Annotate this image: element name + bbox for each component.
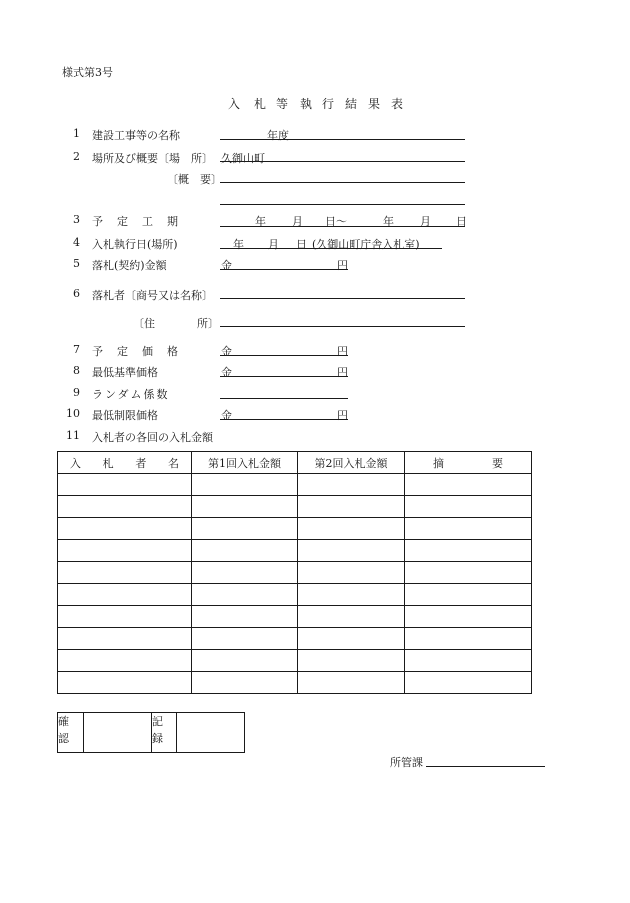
overview-field-line-2[interactable] — [220, 204, 465, 205]
random-coefficient-field[interactable] — [220, 398, 348, 399]
label-char: 予 — [92, 215, 103, 228]
header-char: 名 — [167, 456, 179, 470]
label-random-coefficient: ランダム係数 — [92, 388, 170, 401]
planned-price-field[interactable] — [220, 355, 348, 356]
first-bid-cell[interactable] — [192, 628, 298, 650]
second-bid-cell[interactable] — [298, 518, 405, 540]
label-char: 期 — [167, 215, 178, 228]
second-bid-cell[interactable] — [298, 628, 405, 650]
bid-amounts-table — [57, 451, 532, 694]
label-contract-amount: 落札(契約)金額 — [92, 259, 167, 272]
title-char: 表 — [391, 97, 404, 111]
header-char: 摘 — [433, 456, 444, 470]
header-char: 要 — [492, 456, 503, 470]
header-second-bid: 第2回入札金額 — [298, 452, 405, 474]
overview-field-line-1[interactable] — [220, 182, 465, 183]
label-char: 定 — [117, 345, 128, 358]
bidder-name-cell[interactable] — [58, 562, 192, 584]
title-char: 果 — [368, 97, 381, 111]
label-char: 予 — [92, 345, 103, 358]
bid-date-field[interactable] — [220, 248, 442, 249]
table-row — [58, 628, 532, 650]
table-row — [58, 474, 532, 496]
planned-price-yen: 円 — [337, 345, 348, 358]
header-remarks — [405, 452, 532, 474]
label-char: 価 — [142, 345, 153, 358]
label-bid-date: 入札執行日(場所) — [92, 238, 178, 251]
confirm-label — [58, 713, 84, 753]
approval-stamp-box — [57, 712, 245, 753]
first-bid-cell[interactable] — [192, 606, 298, 628]
period-end-year-label: 年 — [383, 215, 394, 228]
remarks-cell[interactable] — [405, 628, 532, 650]
confirm-stamp-cell[interactable] — [84, 713, 152, 753]
location-field[interactable] — [220, 161, 465, 162]
remarks-cell[interactable] — [405, 650, 532, 672]
bidder-name-cell[interactable] — [58, 628, 192, 650]
period-end-month-label: 月 — [420, 215, 431, 228]
remarks-cell[interactable] — [405, 606, 532, 628]
bidder-name-cell[interactable] — [58, 650, 192, 672]
bidder-name-cell[interactable] — [58, 540, 192, 562]
second-bid-cell[interactable] — [298, 650, 405, 672]
winner-address-field[interactable] — [220, 326, 465, 327]
label-char: 定 — [117, 215, 128, 228]
label-project-name: 建設工事等の名称 — [92, 129, 180, 142]
project-name-field[interactable] — [220, 139, 465, 140]
period-start-day-label: 日～ — [325, 215, 347, 228]
table-row — [58, 518, 532, 540]
bidder-name-cell[interactable] — [58, 518, 192, 540]
contract-amount-kin: 金 — [221, 259, 232, 272]
title-char: 行 — [322, 97, 335, 111]
minimum-limit-price-yen: 円 — [337, 409, 348, 422]
bidder-name-cell[interactable] — [58, 606, 192, 628]
label-address-close: 所〕 — [197, 317, 219, 330]
second-bid-cell[interactable] — [298, 606, 405, 628]
planned-price-kin: 金 — [221, 345, 232, 358]
bidder-name-cell[interactable] — [58, 584, 192, 606]
title-char: 結 — [345, 97, 358, 111]
label-char: 工 — [142, 215, 153, 228]
bid-date-year-label: 年 — [233, 238, 244, 251]
bid-date-day-label: 日 — [296, 238, 307, 251]
second-bid-cell[interactable] — [298, 474, 405, 496]
minimum-limit-price-field[interactable] — [220, 419, 348, 420]
header-char: 入 — [70, 456, 81, 470]
period-start-month-label: 月 — [292, 215, 303, 228]
bidder-name-cell[interactable] — [58, 672, 192, 694]
header-char: 札 — [102, 456, 114, 470]
table-row — [58, 584, 532, 606]
contract-amount-field[interactable] — [220, 269, 348, 270]
record-stamp-cell[interactable] — [177, 713, 245, 753]
first-bid-cell[interactable] — [192, 540, 298, 562]
remarks-cell[interactable] — [405, 584, 532, 606]
bidder-name-cell[interactable] — [58, 496, 192, 518]
label-minimum-limit-price: 最低制限価格 — [92, 409, 158, 422]
item-number-8: 8 — [73, 364, 80, 377]
remarks-cell[interactable] — [405, 540, 532, 562]
table-row — [58, 606, 532, 628]
period-start-year-label: 年 — [255, 215, 266, 228]
minimum-limit-price-kin: 金 — [221, 409, 232, 422]
construction-period-field[interactable] — [220, 226, 465, 227]
item-number-9: 9 — [73, 386, 80, 399]
item-number-4: 4 — [73, 236, 80, 249]
confirm-char: 認 — [58, 732, 69, 745]
second-bid-cell[interactable] — [298, 540, 405, 562]
contract-amount-yen: 円 — [337, 259, 348, 272]
first-bid-cell[interactable] — [192, 474, 298, 496]
label-overview: 〔概 要〕 — [167, 173, 222, 186]
item-number-11: 11 — [66, 429, 80, 442]
title-char: 執 — [300, 97, 313, 111]
fiscal-year-text: 年度 — [267, 129, 289, 142]
first-bid-cell[interactable] — [192, 650, 298, 672]
record-char: 記 — [152, 715, 163, 728]
first-bid-cell[interactable] — [192, 672, 298, 694]
bidder-name-cell[interactable] — [58, 474, 192, 496]
remarks-cell[interactable] — [405, 672, 532, 694]
item-number-2: 2 — [73, 150, 80, 163]
table-row — [58, 650, 532, 672]
bid-date-month-label: 月 — [268, 238, 279, 251]
label-minimum-standard-price: 最低基準価格 — [92, 366, 158, 379]
item-number-5: 5 — [73, 257, 80, 270]
label-location: 場所及び概要〔場 所〕 — [92, 152, 213, 165]
second-bid-cell[interactable] — [298, 562, 405, 584]
header-bidder-name — [58, 452, 192, 474]
title-char: 札 — [254, 97, 267, 111]
confirm-char: 確 — [58, 715, 69, 728]
title-char: 入 — [228, 97, 241, 111]
label-winner-name: 落札者〔商号又は名称〕 — [92, 289, 213, 302]
second-bid-cell[interactable] — [298, 584, 405, 606]
department-label: 所管課 — [390, 756, 423, 769]
bid-place-text: (久御山町庁舎入札室) — [312, 238, 420, 251]
period-end-day-label: 日 — [456, 215, 467, 228]
table-row — [58, 672, 532, 694]
second-bid-cell[interactable] — [298, 496, 405, 518]
second-bid-cell[interactable] — [298, 672, 405, 694]
table-row — [58, 562, 532, 584]
item-number-7: 7 — [73, 343, 80, 356]
item-number-3: 3 — [73, 213, 80, 226]
record-char: 録 — [152, 732, 163, 745]
location-value: 久御山町 — [221, 152, 265, 165]
minimum-standard-price-kin: 金 — [221, 366, 232, 379]
department-field[interactable] — [426, 766, 545, 767]
table-row — [58, 540, 532, 562]
minimum-standard-price-field[interactable] — [220, 376, 348, 377]
first-bid-cell[interactable] — [192, 584, 298, 606]
label-address-open: 〔住 — [133, 317, 155, 330]
form-number: 様式第3号 — [62, 66, 113, 79]
label-bid-amounts: 入札者の各回の入札金額 — [92, 431, 213, 444]
first-bid-cell[interactable] — [192, 496, 298, 518]
minimum-standard-price-yen: 円 — [337, 366, 348, 379]
item-number-1: 1 — [73, 127, 80, 140]
label-char: 格 — [167, 345, 178, 358]
header-first-bid: 第1回入札金額 — [192, 452, 298, 474]
winner-name-field[interactable] — [220, 298, 465, 299]
first-bid-cell[interactable] — [192, 562, 298, 584]
header-char: 者 — [135, 456, 147, 470]
item-number-10: 10 — [66, 407, 80, 420]
remarks-cell[interactable] — [405, 518, 532, 540]
record-label — [152, 713, 177, 753]
remarks-cell[interactable] — [405, 562, 532, 584]
remarks-cell[interactable] — [405, 474, 532, 496]
first-bid-cell[interactable] — [192, 518, 298, 540]
table-row — [58, 496, 532, 518]
table-header-row — [58, 452, 532, 474]
item-number-6: 6 — [73, 287, 80, 300]
title-char: 等 — [276, 97, 289, 111]
remarks-cell[interactable] — [405, 496, 532, 518]
